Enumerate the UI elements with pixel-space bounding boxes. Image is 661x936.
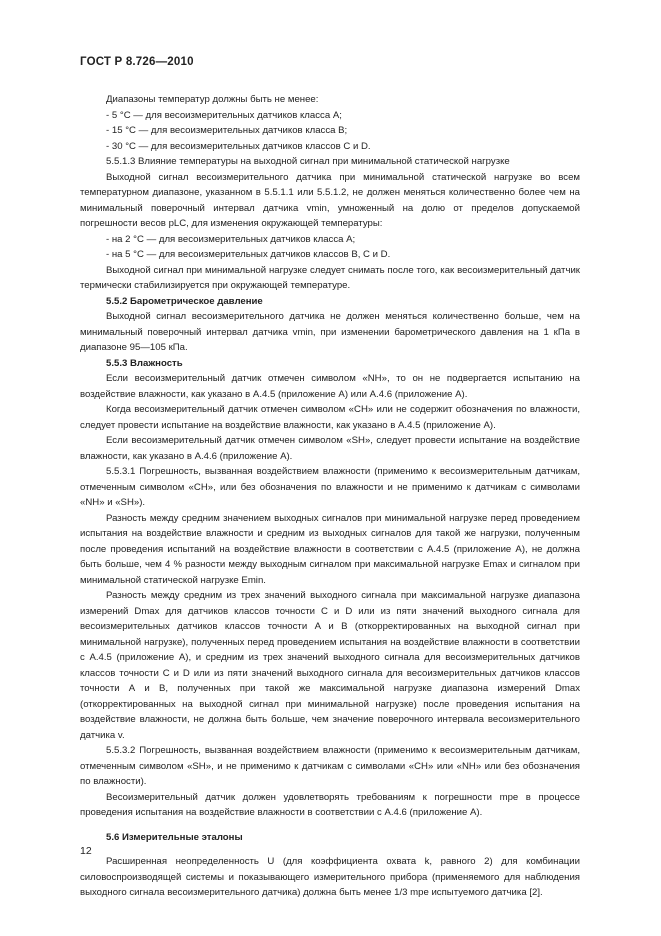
paragraph: Диапазоны температур должны быть не менее:: [106, 94, 319, 105]
document-body: [80, 92, 580, 901]
subsection-heading: 5.5.1.3 Влияние температуры на выходной сигнал при минимальной статической нагрузке: [106, 156, 510, 167]
page-number: 12: [80, 845, 92, 857]
paragraph: Разность между средним значением выходных сигналов при минимальной нагрузке перед проведением испытания на воздействие влажности и средним из выходных сигналов для такой же нагрузки, полученным после проведения испытаний на воздействие влажности в соответствии с А.4.5 (приложение А), не должна быть больше, чем 4 % разности между выходным сигналом при максимальной нагрузке Emax и сигналом при минимальной статической нагрузке Emin.: [80, 512, 580, 586]
section-heading: 5.6 Измерительные эталоны: [106, 831, 243, 843]
section-heading: 5.5.2 Барометрическое давление: [106, 295, 263, 307]
list-item: - на 2 °С — для весоизмерительных датчиков класса А;: [106, 233, 356, 245]
subsection-heading: 5.5.3.2 Погрешность, вызванная воздействием влажности (применимо к весоизмерительным датчикам, отмеченным символом «SH», и не применимо к датчикам с символами «СН» или «NH» или без обозначения по влажности).: [80, 745, 580, 787]
list-item: - 30 °С — для весоизмерительных датчиков классов С и D.: [106, 140, 371, 152]
paragraph: Расширенная неопределенность U (для коэффициента охвата k, равного 2) для комбинации силовоспроизводящей системы и показывающего измерительного прибора (применяемого для наблюдения выходного сигнала весоизмерительного датчика) должна быть менее 1/3 mpe испытуемого датчика [2].: [80, 856, 580, 898]
paragraph: Выходной сигнал при минимальной нагрузке следует снимать после того, как весоизмерительный датчик термически стабилизируется при окружающей температуре.: [80, 264, 580, 291]
list-item: - 5 °С — для весоизмерительных датчиков класса А;: [106, 109, 342, 121]
paragraph: Если весоизмерительный датчик отмечен символом «NH», то он не подвергается испытанию на воздействие влажности, как указано в А.4.5 (приложение А) или А.4.6 (приложение А).: [80, 373, 580, 400]
subsection-heading: 5.5.3.1 Погрешность, вызванная воздействием влажности (применимо к весоизмерительным датчикам, отмеченным символом «СН», или без обозначения по влажности и не применимо к датчикам с символами «NH» и «SH»).: [80, 466, 580, 508]
paragraph: Разность между средним из трех значений выходного сигнала при максимальной нагрузке диапазона измерений Dmax для датчиков классов точности С и D или из пяти значений выходного сигнала для весоизмерительных датчиков классов точности А и В (откорректированных на выходной сигнал при минимальной нагрузке), полученных перед проведением испытания на воздействие влажности в соответствии с А.4.5 (приложение А), и средним из трех значений выходного сигнала для весоизмерительных датчиков классов точности С и D или из пяти значений выходного сигнала для весоизмерительных датчиков классов точности А и В, полученных при такой же максимальной нагрузке диапазона измерений Dmax (откорректированных на выходной сигнал при минимальной нагрузке) после проведения испытания на воздействие влажности, не должна быть больше, чем значение поверочного интервала весоизмерительного датчика v.: [80, 590, 580, 741]
paragraph: Выходной сигнал весоизмерительного датчика при минимальной статической нагрузке во всем температурном диапазоне, указанном в 5.5.1.1 или 5.5.1.2, не должен меняться количественно более чем на минимальный поверочный интервал датчика vmin, умноженный на долю от пределов допускаемой погрешности весов pLC, для изменения окружающей температуры:: [80, 171, 580, 229]
section-heading: 5.5.3 Влажность: [106, 357, 183, 369]
list-item: - на 5 °С — для весоизмерительных датчиков классов В, С и D.: [106, 249, 391, 260]
paragraph: Если весоизмерительный датчик отмечен символом «SH», следует провести испытание на воздействие влажности, как указано в А.4.6 (приложение А).: [80, 435, 580, 462]
paragraph: Выходной сигнал весоизмерительного датчика не должен меняться количественно больше, чем на минимальный поверочный интервал датчика vmin, при изменении барометрического давления на 1 кПа в диапазоне 95—105 кПа.: [80, 311, 580, 353]
paragraph: Когда весоизмерительный датчик отмечен символом «СН» или не содержит обозначения по влажности, следует провести испытание на воздействие влажности, как указано в А.4.5 (приложение А).: [80, 404, 580, 431]
paragraph: Весоизмерительный датчик должен удовлетворять требованиям к погрешности mpe в процессе проведения испытания на воздействие влажности в соответствии с А.4.6 (приложение А).: [80, 791, 580, 818]
document-header: ГОСТ Р 8.726—2010: [80, 56, 194, 68]
list-item: - 15 °С — для весоизмерительных датчиков класса В;: [106, 125, 348, 136]
